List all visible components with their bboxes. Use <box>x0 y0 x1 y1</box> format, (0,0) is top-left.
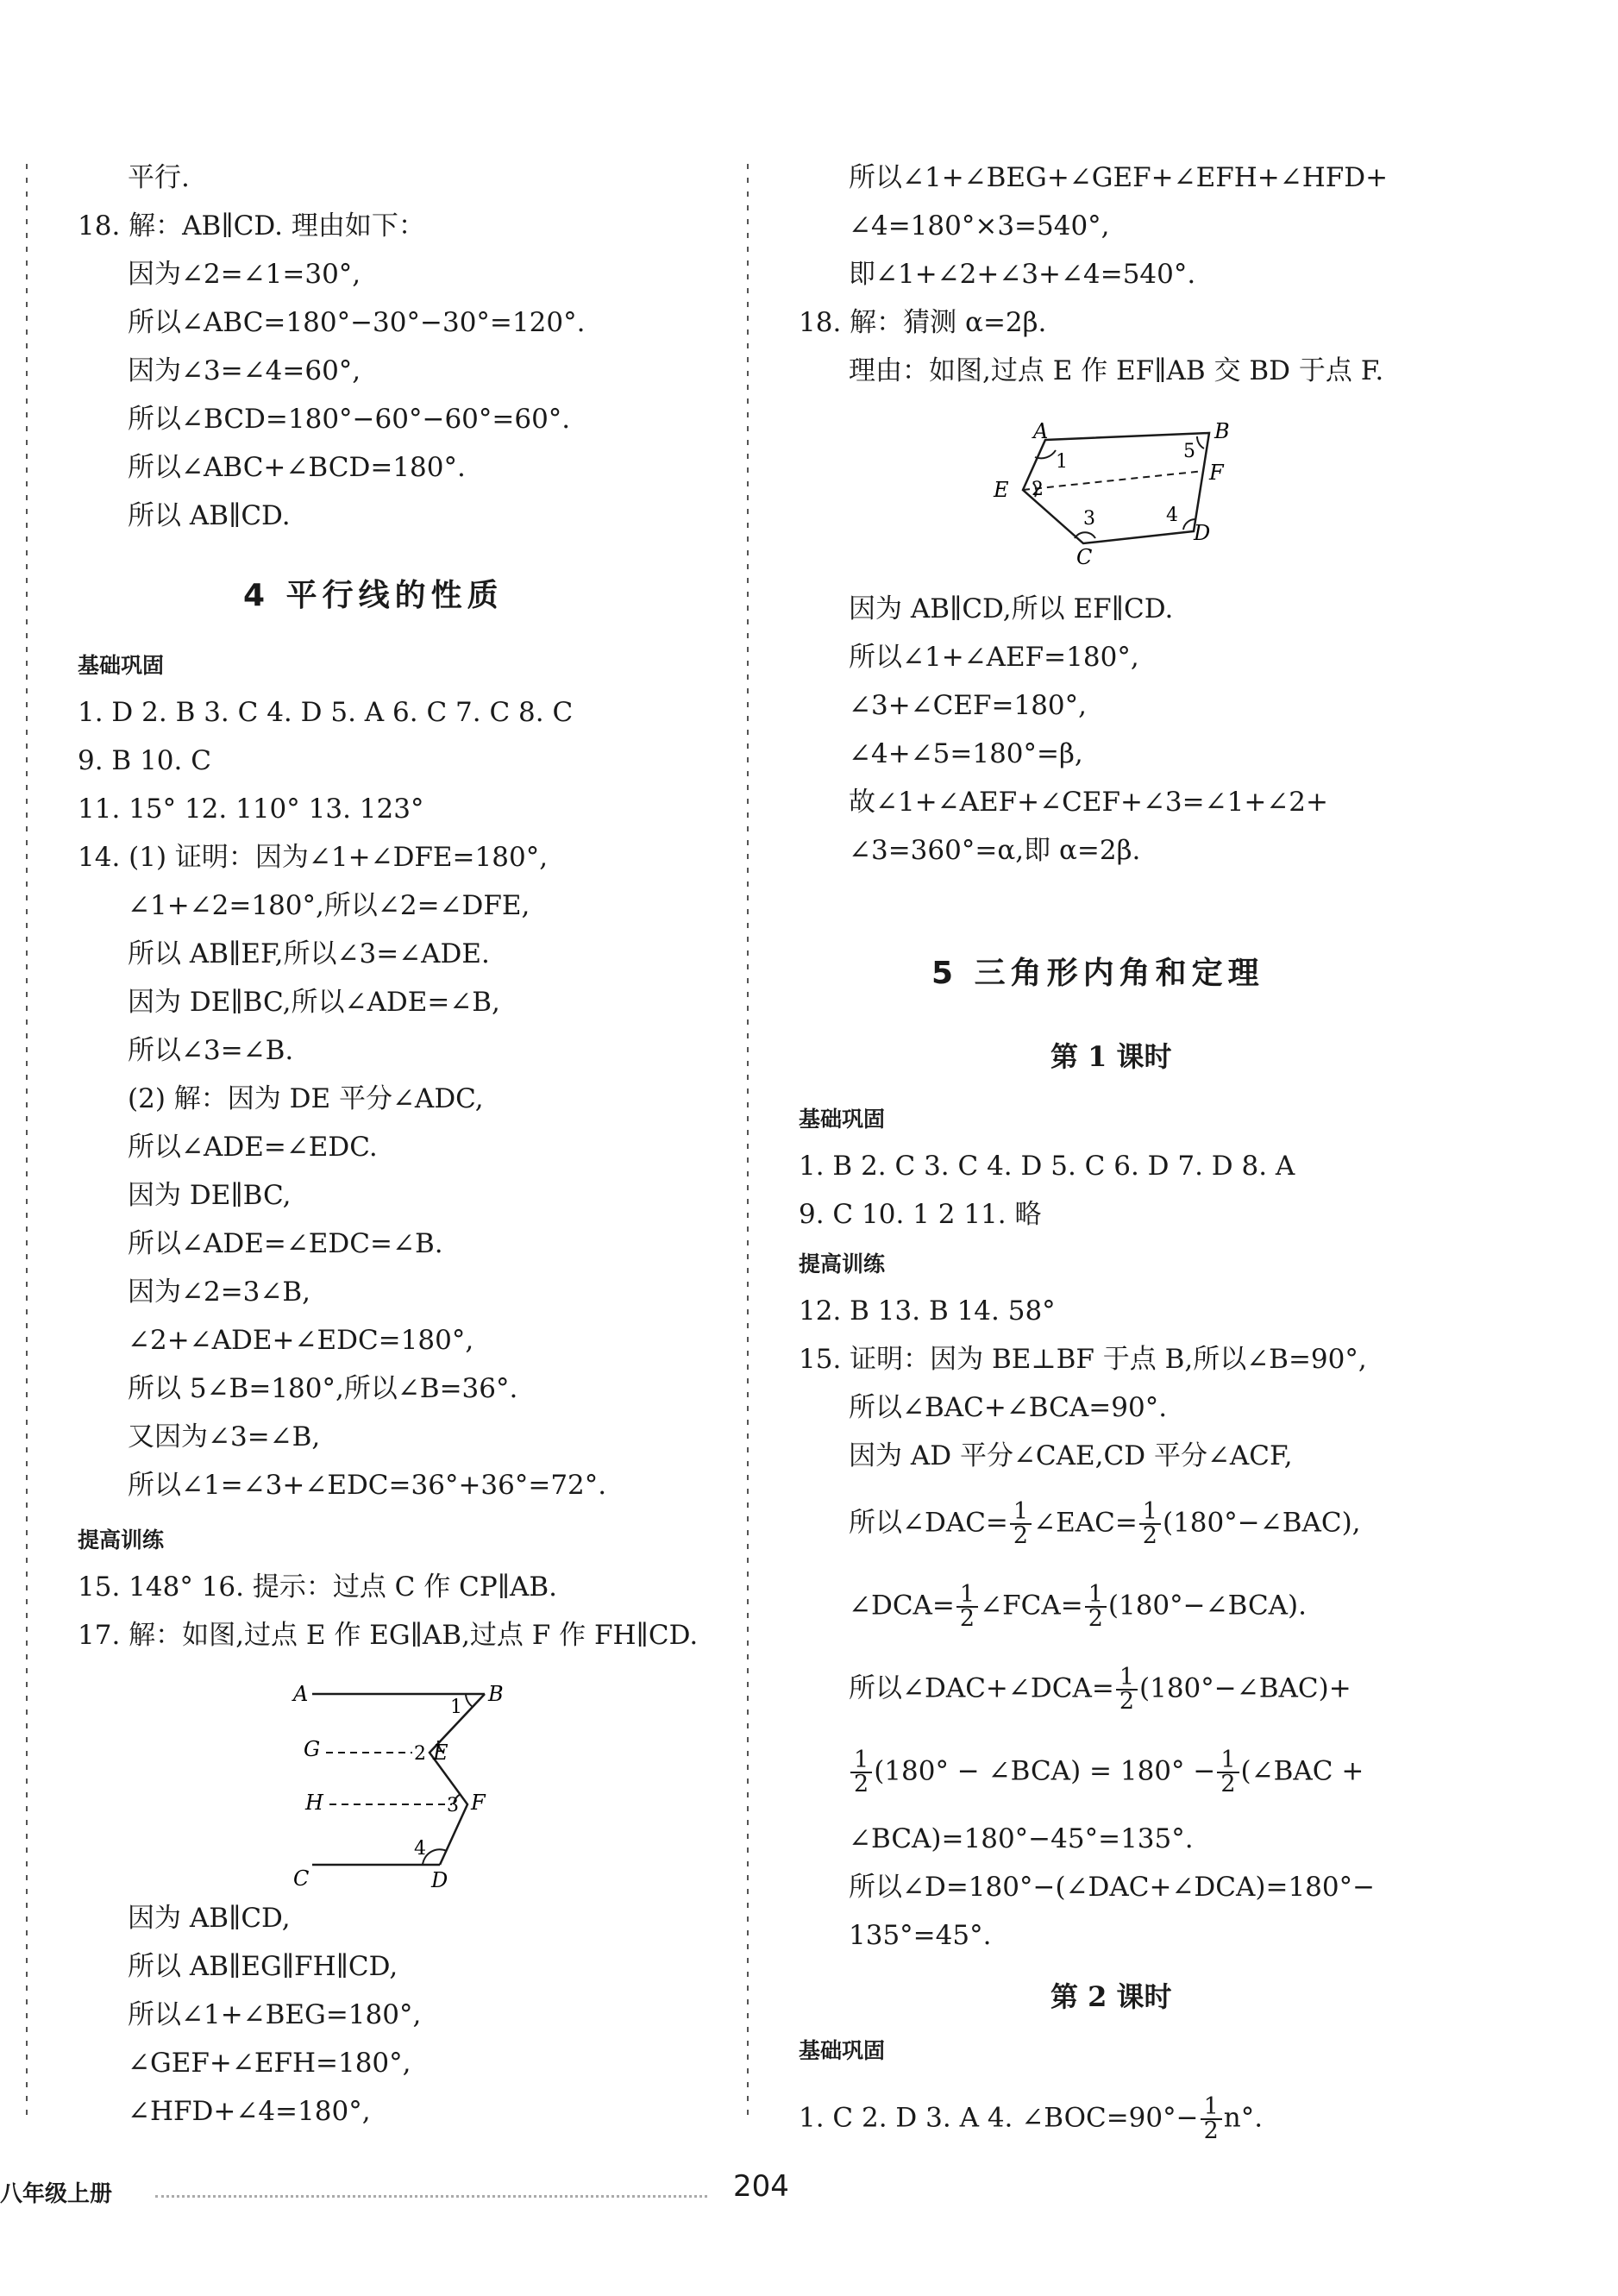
point-label: A <box>293 1682 309 1706</box>
point-label: A <box>1033 419 1049 443</box>
point-label: D <box>1194 521 1211 545</box>
point-label: G <box>304 1737 321 1761</box>
text-line: 所以∠1+∠BEG+∠GEF+∠EFH+∠HFD+ <box>849 162 1389 193</box>
section-title: 4 平行线的性质 <box>243 578 504 613</box>
answer-line: 9. C 10. 1 2 11. 略 <box>799 1199 1042 1230</box>
point-label: E <box>994 478 1009 502</box>
binding-cut-line <box>26 164 28 2122</box>
angle-label: 2 <box>1032 479 1044 500</box>
text-line: 135°=45°. <box>849 1920 992 1951</box>
footer-dotted-rule <box>155 2195 707 2198</box>
text-line: 因为 DE∥BC, <box>128 1180 292 1211</box>
text-line: 所以 5∠B=180°,所以∠B=36°. <box>128 1373 518 1404</box>
subsection-label: 基础巩固 <box>799 2038 886 2063</box>
text-line: 所以∠D=180°−(∠DAC+∠DCA)=180°− <box>849 1872 1376 1903</box>
text-line: 15. 证明：因为 BE⊥BF 于点 B,所以∠B=90°, <box>799 1344 1367 1375</box>
text-line: 所以∠ABC=180°−30°−30°=120°. <box>128 307 586 338</box>
text-line: 理由：如图,过点 E 作 EF∥AB 交 BD 于点 F. <box>849 355 1384 386</box>
grade-label: 八年级上册 <box>0 2181 113 2207</box>
point-label: D <box>431 1868 448 1889</box>
lesson-title: 第 2 课时 <box>1050 1980 1172 2013</box>
angle-label: 4 <box>414 1838 426 1860</box>
fraction-half: $\frac{1}{2}$ <box>1139 1501 1161 1547</box>
text-line: 18. 解：AB∥CD. 理由如下： <box>78 210 425 242</box>
text-line: 所以∠1+∠AEF=180°, <box>849 642 1139 673</box>
text-line: 所以 AB∥CD. <box>128 500 291 531</box>
text-line: 所以 AB∥EG∥FH∥CD, <box>128 1951 398 1982</box>
formula-line: 所以∠DAC= $\frac{1}{2}$ ∠EAC= $\frac{1}{2}$ (180°−∠BAC), <box>849 1498 1361 1549</box>
text-line: 所以∠ADE=∠EDC=∠B. <box>128 1228 443 1259</box>
angle-label: 4 <box>1166 505 1178 526</box>
angle-label: 1 <box>450 1697 462 1718</box>
fraction-half: $\frac{1}{2}$ <box>1010 1501 1032 1547</box>
text-line: ∠3=360°=α,即 α=2β. <box>849 835 1141 866</box>
text-line: 所以 AB∥EF,所以∠3=∠ADE. <box>128 938 490 969</box>
answer-line: 9. B 10. C <box>78 745 211 776</box>
text-line: 所以∠ABC+∠BCD=180°. <box>128 452 466 483</box>
answer-line: 1. B 2. C 3. C 4. D 5. C 6. D 7. D 8. A <box>799 1151 1295 1182</box>
text-line: ∠2+∠ADE+∠EDC=180°, <box>128 1325 474 1356</box>
angle-label: 3 <box>1083 508 1095 530</box>
text-line: 即∠1+∠2+∠3+∠4=540°. <box>849 259 1196 290</box>
page-number: 204 <box>733 2169 789 2204</box>
text-line: 故∠1+∠AEF+∠CEF+∠3=∠1+∠2+ <box>849 787 1328 818</box>
text-line: 因为 DE∥BC,所以∠ADE=∠B, <box>128 987 500 1018</box>
text-line: 所以∠3=∠B. <box>128 1035 294 1066</box>
answer-line: 1. D 2. B 3. C 4. D 5. A 6. C 7. C 8. C <box>78 697 574 728</box>
text-line: 因为 AB∥CD, <box>128 1903 291 1934</box>
text-line: ∠1+∠2=180°,所以∠2=∠DFE, <box>128 890 530 921</box>
angle-label: 1 <box>1056 451 1068 473</box>
fraction-half: $\frac{1}{2}$ <box>1085 1584 1107 1630</box>
fraction-half: $\frac{1}{2}$ <box>956 1584 978 1630</box>
fraction-half: $\frac{1}{2}$ <box>1217 1749 1239 1796</box>
text-line: ∠BCA)=180°−45°=135°. <box>849 1823 1194 1854</box>
text-line: 14. (1) 证明：因为∠1+∠DFE=180°, <box>78 842 549 873</box>
subsection-label: 提高训练 <box>78 1528 165 1553</box>
column-divider-line <box>747 164 749 2122</box>
text-line: 平行. <box>128 162 190 193</box>
lesson-title: 第 1 课时 <box>1050 1040 1172 1073</box>
fraction-half: $\frac{1}{2}$ <box>1201 2096 1222 2142</box>
point-label: B <box>488 1682 504 1706</box>
point-label: C <box>1076 545 1093 569</box>
text-line: ∠4+∠5=180°=β, <box>849 738 1083 769</box>
text-line: 15. 148° 16. 提示：过点 C 作 CP∥AB. <box>78 1571 558 1603</box>
answer-line: 11. 15° 12. 110° 13. 123° <box>78 794 424 825</box>
angle-label: 2 <box>414 1743 426 1765</box>
text-line: 因为∠2=3∠B, <box>128 1277 311 1308</box>
formula-line: ∠DCA= $\frac{1}{2}$ ∠FCA= $\frac{1}{2}$ (180°−∠BCA). <box>849 1581 1307 1632</box>
text-line: ∠HFD+∠4=180°, <box>128 2096 371 2127</box>
quadrilateral-figure <box>983 414 1242 569</box>
subsection-label: 基础巩固 <box>78 653 165 678</box>
subsection-label: 提高训练 <box>799 1252 886 1277</box>
text-line: ∠4=180°×3=540°, <box>849 210 1110 242</box>
formula-line: $\frac{1}{2}$ (180° − ∠BCA) = 180° − $\frac{1}{2}$ (∠BAC + <box>849 1749 1364 1796</box>
section-title: 5 三角形内角和定理 <box>931 956 1264 991</box>
text-line: 所以∠1+∠BEG=180°, <box>128 1999 422 2030</box>
text-line: 又因为∠3=∠B, <box>128 1421 321 1452</box>
point-label: F <box>471 1791 486 1815</box>
text-line: 所以∠1=∠3+∠EDC=36°+36°=72°. <box>128 1470 607 1501</box>
formula-line: 所以∠DAC+∠DCA= $\frac{1}{2}$ (180°−∠BAC)+ <box>849 1664 1351 1715</box>
fraction-half: $\frac{1}{2}$ <box>850 1749 872 1796</box>
text-line: 所以∠ADE=∠EDC. <box>128 1132 378 1163</box>
point-label: C <box>293 1866 310 1889</box>
text-line: 因为∠3=∠4=60°, <box>128 355 361 386</box>
text-line: 因为 AB∥CD,所以 EF∥CD. <box>849 593 1174 624</box>
point-label: B <box>1214 419 1230 443</box>
angle-label: 3 <box>447 1795 459 1816</box>
text-line: 18. 解：猜测 α=2β. <box>799 307 1047 338</box>
text-line: 因为 AD 平分∠CAE,CD 平分∠ACF, <box>849 1440 1293 1471</box>
text-line: ∠GEF+∠EFH=180°, <box>128 2048 411 2079</box>
parallel-lines-figure <box>285 1673 517 1889</box>
subsection-label: 基础巩固 <box>799 1107 886 1132</box>
text-line: 因为∠2=∠1=30°, <box>128 259 361 290</box>
text-line: 所以∠BCD=180°−60°−60°=60°. <box>128 404 571 435</box>
angle-label: 5 <box>1183 441 1195 462</box>
point-label: E <box>433 1741 448 1765</box>
answer-line: 12. B 13. B 14. 58° <box>799 1295 1056 1327</box>
text-line: ∠3+∠CEF=180°, <box>849 690 1088 721</box>
text-line: (2) 解：因为 DE 平分∠ADC, <box>128 1083 484 1114</box>
text-line: 所以∠BAC+∠BCA=90°. <box>849 1392 1168 1423</box>
text-line: 17. 解：如图,过点 E 作 EG∥AB,过点 F 作 FH∥CD. <box>78 1620 699 1651</box>
point-label: F <box>1209 461 1224 485</box>
formula-line: 1. C 2. D 3. A 4. ∠BOC=90°− $\frac{1}{2}$ n°. <box>799 2093 1264 2144</box>
point-label: H <box>305 1791 323 1815</box>
fraction-half: $\frac{1}{2}$ <box>1116 1666 1138 1713</box>
